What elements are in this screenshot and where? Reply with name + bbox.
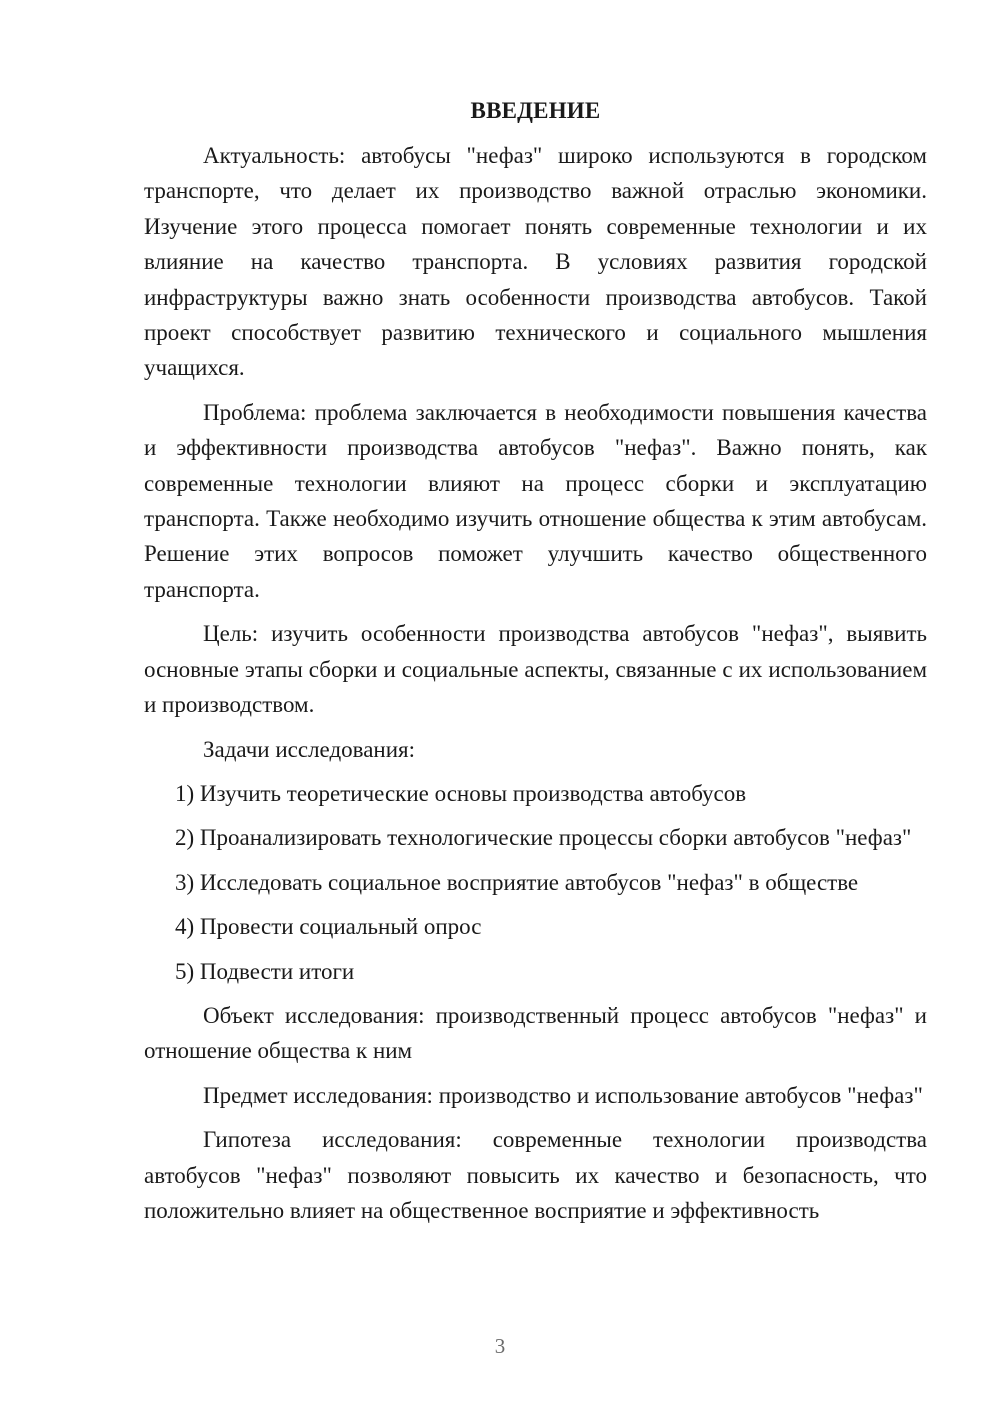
tasks-title: Задачи исследования: xyxy=(203,736,416,762)
subject-paragraph: Предмет исследования: производство и использование автобусов "нефаз" xyxy=(203,1082,923,1108)
task-item: 1) Изучить теоретические основы производства автобусов xyxy=(175,780,747,806)
goal-paragraph: Цель: изучить особенности производства автобусов "нефаз", выявить основные этапы сборки и социальные аспекты, связанные с их использованием и производством. xyxy=(144,621,927,718)
task-item: 3) Исследовать социальное восприятие автобусов "нефаз" в обществе xyxy=(175,869,859,895)
section-heading: ВВЕДЕНИЕ xyxy=(470,98,601,123)
task-item: 2) Проанализировать технологические процессы сборки автобусов "нефаз" xyxy=(175,825,912,851)
relevance-paragraph: Актуальность: автобусы "нефаз" широко используются в городском транспорте, что делает их производство важной отраслью экономики. Изучение этого процесса помогает понять современные технологии и их влияние на качество транспорта. В условиях развития городской инфраструктуры важно знать особенности производства автобусов. Такой проект способствует развитию технического и социального мышления учащихся. xyxy=(144,143,927,381)
page-number: 3 xyxy=(494,1334,506,1358)
object-paragraph: Объект исследования: производственный процесс автобусов "нефаз" и отношение общества к ним xyxy=(144,1002,927,1064)
task-item: 5) Подвести итоги xyxy=(175,958,355,984)
page-content xyxy=(144,96,927,1237)
problem-paragraph: Проблема: проблема заключается в необходимости повышения качества и эффективности производства автобусов "нефаз". Важно понять, как современные технологии влияют на процесс сборки и эксплуатацию транспорта. Также необходимо изучить отношение общества к этим автобусам. Решение этих вопросов поможет улучшить качество общественного транспорта. xyxy=(144,399,927,602)
hypothesis-paragraph: Гипотеза исследования: современные технологии производства автобусов "нефаз" позволяют повысить их качество и безопасность, что положительно влияет на общественное восприятие и эффективность xyxy=(144,1127,927,1223)
task-item: 4) Провести социальный опрос xyxy=(175,914,482,940)
